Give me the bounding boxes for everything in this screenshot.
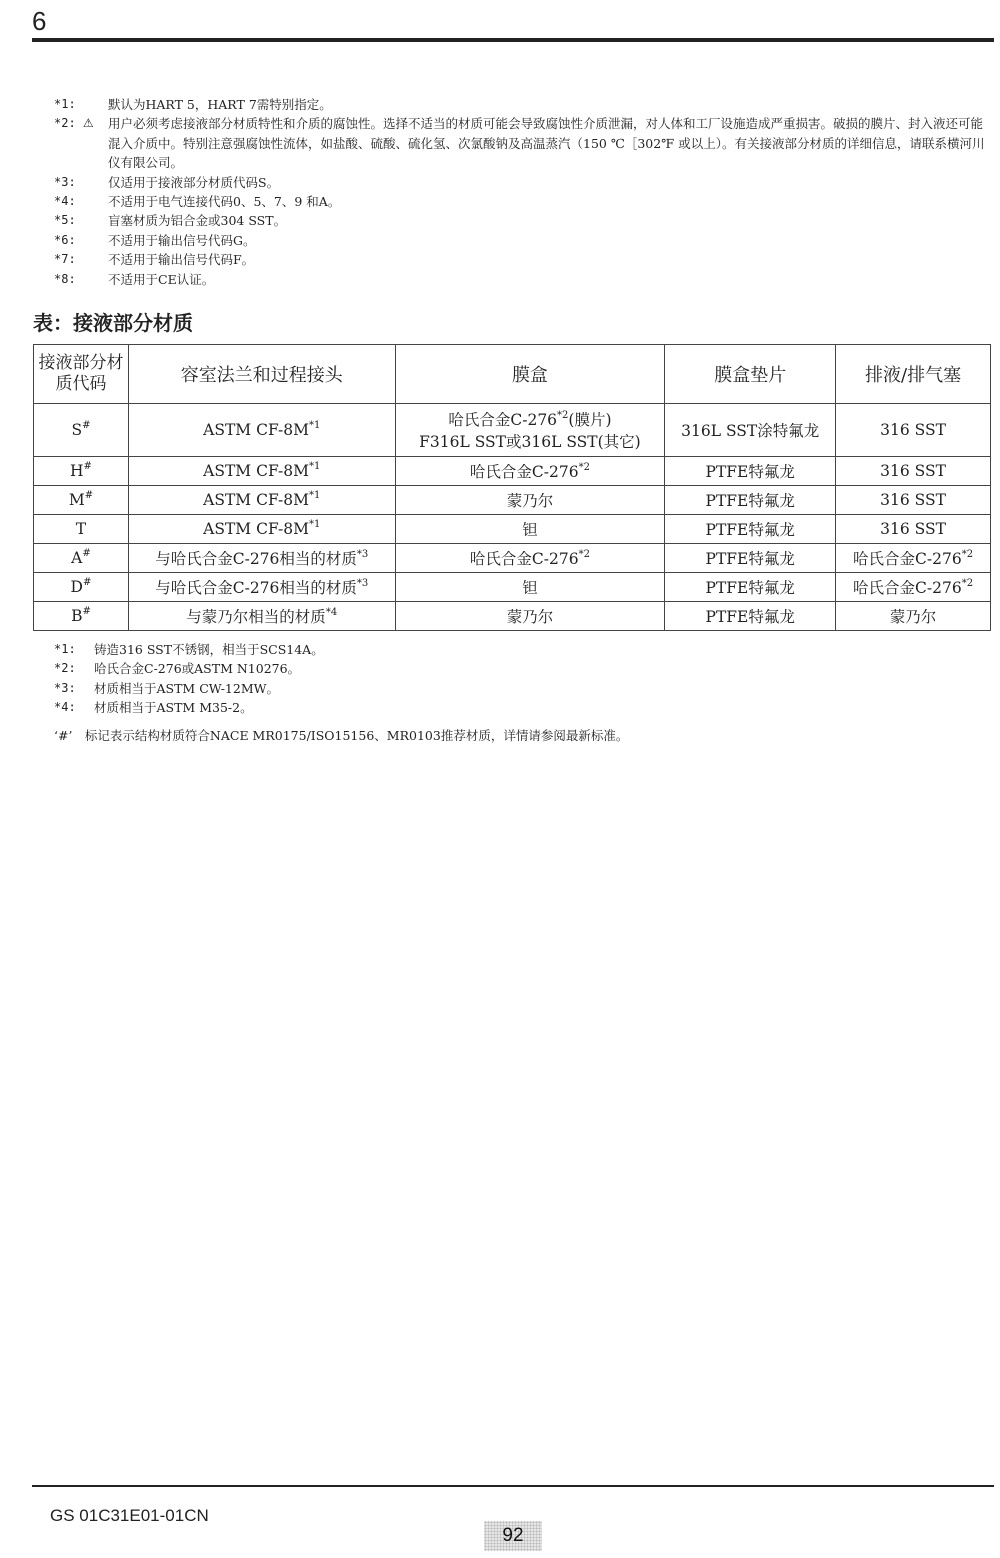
flange-cell: ASTM $CF-8M^{*1}$: [128, 515, 395, 544]
note-text: 不适用于CE认证。: [108, 271, 215, 287]
footnote-text: 哈氏合金C-276或ASTM N10276。: [94, 661, 301, 677]
warning-icon: ⚠: [82, 116, 94, 131]
table-header-row: [34, 345, 991, 404]
footnote-item: [54, 659, 994, 678]
note-text: 仅适用于接液部分材质代码S。: [108, 174, 280, 190]
note-item: [54, 270, 994, 289]
column-header-flange: 容室法兰和过程接头: [128, 345, 395, 404]
footnote-text: 材质相当于ASTM M35-2。: [94, 700, 253, 716]
nace-note: ‘#’ 标记表示结构材质符合NACE MR0175/ISO15156、MR0103推荐材质，详情请参阅最新标准。: [54, 727, 629, 743]
note-item: [54, 211, 994, 230]
footnote-item: [54, 679, 994, 698]
code-cell: B#: [34, 602, 129, 631]
plug-cell: 316 SST: [836, 486, 991, 515]
bottom-rule: [32, 1485, 994, 1487]
code-cell: S#: [34, 404, 129, 457]
note-key: *6:: [54, 232, 76, 247]
capsule-cell: 钽: [395, 573, 665, 602]
code-cell: A#: [34, 544, 129, 573]
note-item: [54, 192, 994, 211]
code-cell: H#: [34, 457, 129, 486]
note-key: *1:: [54, 97, 76, 111]
plug-cell: 蒙乃尔: [836, 602, 991, 631]
footnote-item: [54, 698, 994, 717]
table-row: [34, 515, 991, 544]
gasket-cell: PTFE特氟龙: [665, 573, 836, 602]
nace-mark: #: [82, 577, 92, 588]
nace-mark: #: [83, 461, 92, 472]
notes-list: [54, 95, 994, 289]
plug-cell: 316 SST: [836, 404, 991, 457]
document-id: GS 01C31E01-01CN: [50, 1506, 209, 1525]
plug-cell: 316 SST: [836, 515, 991, 544]
flange-cell: 与蒙乃尔相当的材质$^{*4}$: [128, 602, 395, 631]
nace-mark: #: [82, 548, 91, 559]
flange-cell: 与哈氏合金C-276相当的材质$^{*3}$: [128, 573, 395, 602]
footnote-key: *1:: [54, 642, 76, 656]
plug-cell: 哈氏合金C-276$^{*2}$: [836, 573, 991, 602]
flange-cell: 与哈氏合金C-276相当的材质$^{*3}$: [128, 544, 395, 573]
plug-cell: 哈氏合金C-276$^{*2}$: [836, 544, 991, 573]
capsule-cell: 哈氏合金C-276$^{*2}$: [395, 457, 665, 486]
note-item: [54, 173, 994, 192]
flange-cell: ASTM $CF-8M^{*1}$: [128, 457, 395, 486]
capsule-cell: 哈氏合金C-276$^{*2}$(膜片) F316L SST或316L SST(其它): [395, 404, 665, 457]
nace-mark: #: [82, 420, 91, 431]
note-key: *3:: [54, 174, 76, 189]
note-text: 用户必须考虑接液部分材质特性和介质的腐蚀性。选择不适当的材质可能会导致腐蚀性介质泄漏，对人体和工厂设施造成严重损害。破损的膜片、封入液还可能混入介质中。特别注意强腐蚀性流体，如盐酸、硫酸、硫化氢、次氯酸钠及高温蒸汽（150 ℃［302℉ 或以上）。有关接液部分材质的详细信息，请联系横河川仪有限公司。: [108, 116, 985, 171]
capsule-cell: 蒙乃尔: [395, 602, 665, 631]
table-row: [34, 544, 991, 573]
gasket-cell: PTFE特氟龙: [665, 602, 836, 631]
note-text: 盲塞材质为铝合金或304 SST。: [108, 213, 287, 229]
table-row: [34, 573, 991, 602]
note-key: *5:: [54, 213, 76, 228]
materials-table: [33, 344, 991, 631]
page-number: 92: [484, 1521, 542, 1551]
chapter-number: 6: [32, 6, 47, 36]
capsule-cell: 钽: [395, 515, 665, 544]
code-cell: D#: [34, 573, 129, 602]
code-cell: M#: [34, 486, 129, 515]
note-text: 不适用于电气连接代码0、5、7、9 和A。: [108, 194, 341, 210]
note-item: [54, 250, 994, 269]
nace-mark: #: [82, 606, 91, 617]
table-title: 表：接液部分材质: [33, 311, 193, 335]
footnote-key: *3:: [54, 680, 76, 695]
note-text: 默认为HART 5，HART 7需特别指定。: [108, 97, 332, 112]
note-item: [54, 114, 994, 172]
plug-cell: 316 SST: [836, 457, 991, 486]
note-item: [54, 95, 994, 114]
column-header-plug: 排液/排气塞: [836, 345, 991, 404]
capsule-cell: 蒙乃尔: [395, 486, 665, 515]
note-item: [54, 231, 994, 250]
note-text: 不适用于输出信号代码G。: [108, 232, 256, 248]
table-row: [34, 602, 991, 631]
footnote-text: 铸造316 SST不锈钢，相当于SCS14A。: [94, 642, 324, 657]
table-row: [34, 457, 991, 486]
footnote-key: *2:: [54, 661, 76, 676]
flange-cell: ASTM $CF-8M^{*1}$: [128, 486, 395, 515]
flange-cell: ASTM $CF-8M^{*1}$: [128, 404, 395, 457]
column-header-code: 接液部分材质代码: [34, 345, 129, 404]
note-key: *8:: [54, 271, 76, 286]
column-header-gasket: 膜盒垫片: [665, 345, 836, 404]
capsule-cell: 哈氏合金C-276$^{*2}$: [395, 544, 665, 573]
gasket-cell: 316L SST涂特氟龙: [665, 404, 836, 457]
footnote-text: 材质相当于ASTM CW-12MW。: [94, 680, 279, 696]
table-footnotes: [54, 640, 994, 745]
note-key: *4:: [54, 194, 76, 209]
table-row: [34, 404, 991, 457]
note-key: *7:: [54, 252, 76, 267]
gasket-cell: PTFE特氟龙: [665, 457, 836, 486]
column-header-capsule: 膜盒: [395, 345, 665, 404]
table-row: [34, 486, 991, 515]
footnote-key: *4:: [54, 700, 76, 715]
footnote-item: [54, 640, 994, 659]
top-rule: [32, 38, 994, 42]
code-cell: T: [34, 515, 129, 544]
gasket-cell: PTFE特氟龙: [665, 544, 836, 573]
note-text: 不适用于输出信号代码F。: [108, 252, 255, 268]
gasket-cell: PTFE特氟龙: [665, 486, 836, 515]
note-key: *2: ⚠: [54, 116, 94, 131]
gasket-cell: PTFE特氟龙: [665, 515, 836, 544]
nace-mark: #: [84, 490, 94, 501]
